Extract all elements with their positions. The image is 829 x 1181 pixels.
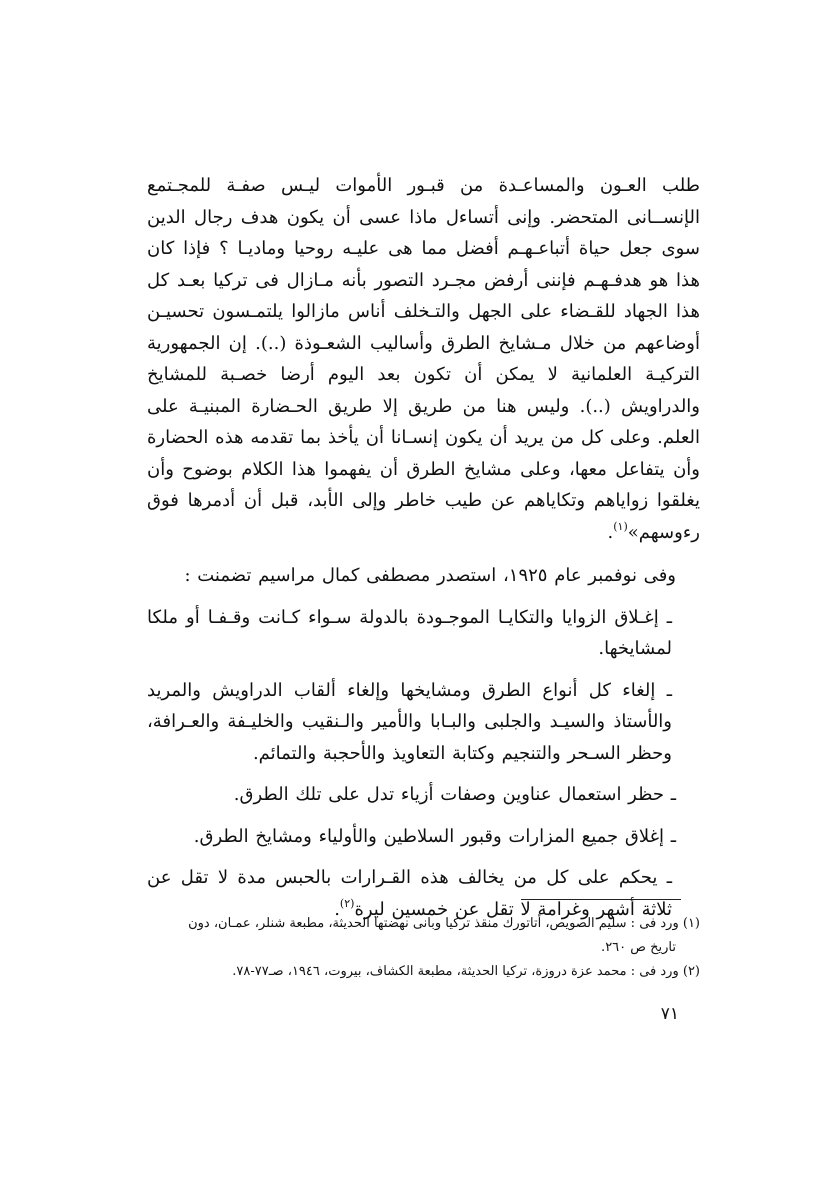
main-text [147,170,700,927]
footnote-1 [147,912,700,960]
footnote-separator [521,899,681,900]
paragraph-decrees-intro: وفى نوفمبر عام ١٩٢٥، استصدر مصطفى كمال مراسيم تضمنت : [184,565,676,586]
page-number: ٧١ [660,1004,679,1024]
footnote-ref-1: (١) [613,519,628,533]
footnotes [147,912,700,984]
decree-item-penalty: ـ يحكم على كل من يخالف هذه القـرارات بالحبس مدة لا تقل عن ثلاثة أشهر وغرامة لا تقل عن خمسين ليرة$^{(٢)}$. [147,867,672,920]
footnote-2-text: (٢) ورد فى : محمد عزة دروزة، تركيا الحديثة، مطبعة الكشاف، بيروت، ١٩٤٦، صـ٧٧-٧٨. [232,964,700,979]
footnote-2 [147,960,700,984]
footnote-ref-2: (٢) [339,896,355,910]
decree-item-close-shrines: ـ إغلاق جميع المزارات وقبور السلاطين والأولياء ومشايخ الطرق. [193,825,676,847]
footnote-1-continuation: تاريخ ص ٢٦٠. [601,940,676,955]
decree-item-close-lodges: ـ إغـلاق الزوايا والتكايـا الموجـودة بالدولة سـواء كـانت وقـفـا أو ملكا لمشايخها. [147,606,672,659]
decree-item-ban-titles: ـ حظر استعمال عناوين وصفات أزياء تدل على تلك الطرق. [233,784,676,805]
footnote-1-text: (١) ورد فى : سليم الصويص، أتاتورك منقذ تركيا وبانى نهضتها الحديثة، مطبعة شنلر، عمـان، دون [188,916,700,931]
decree-item-abolish-orders: ـ إلغاء كل أنواع الطرق ومشايخها وإلغاء ألقاب الدراويش والمريد والأستاذ والسيـد والجلبى والبـابا والأمير والـنقيب والخليـفة والعـرافة، وحظر السـحر والتنجيم وكتابة التعاويذ والأحجبة والتمائم. [147,679,672,764]
paragraph-ataturk-quote: طلب العـون والمساعـدة من قبـور الأموات ليـس صفـة للمجـتمع الإنســانى المتحضر. وإنى أتساءل ماذا عسى أن يكون هدف رجال الدين سوى جعل حياة أتباعـهـم أفضل مما هى عليـه روحيا وماديـا ؟ فإذا كان هذا هو هدفـهـم فإننى أرفض مجـرد التصور بأنه مـازال فى تركيا بعـد كل هذا الجهاد للقـضاء على الجهل والتـخلف أناس مازالوا يلتمـسون تحسيـن أوضاعهم من خلال مـشايخ الطرق وأساليب الشعـوذة (..). إن الجمهورية التركيـة العلمانية لا يمكن أن تكون بعد اليوم أرضا خصـبة للمشايخ والدراويش (..). وليس هنا من طريق إلا طريق الحـضارة المبنيـة على العلم. وعلى كل من يريد أن يكون إنسـانا أن يأخذ بما تقدمه هذه الحضارة وأن يتفاعل معها، وعلى مشايخ الطرق أن يفهموا هذا الكلام بوضوح وأن يغلقوا زواياهم وتكاياهم عن طيب خاطر وإلى الأبد، قبل أن أدمرها فوق رءوسهم»$^{(١)}$. [147,175,700,543]
